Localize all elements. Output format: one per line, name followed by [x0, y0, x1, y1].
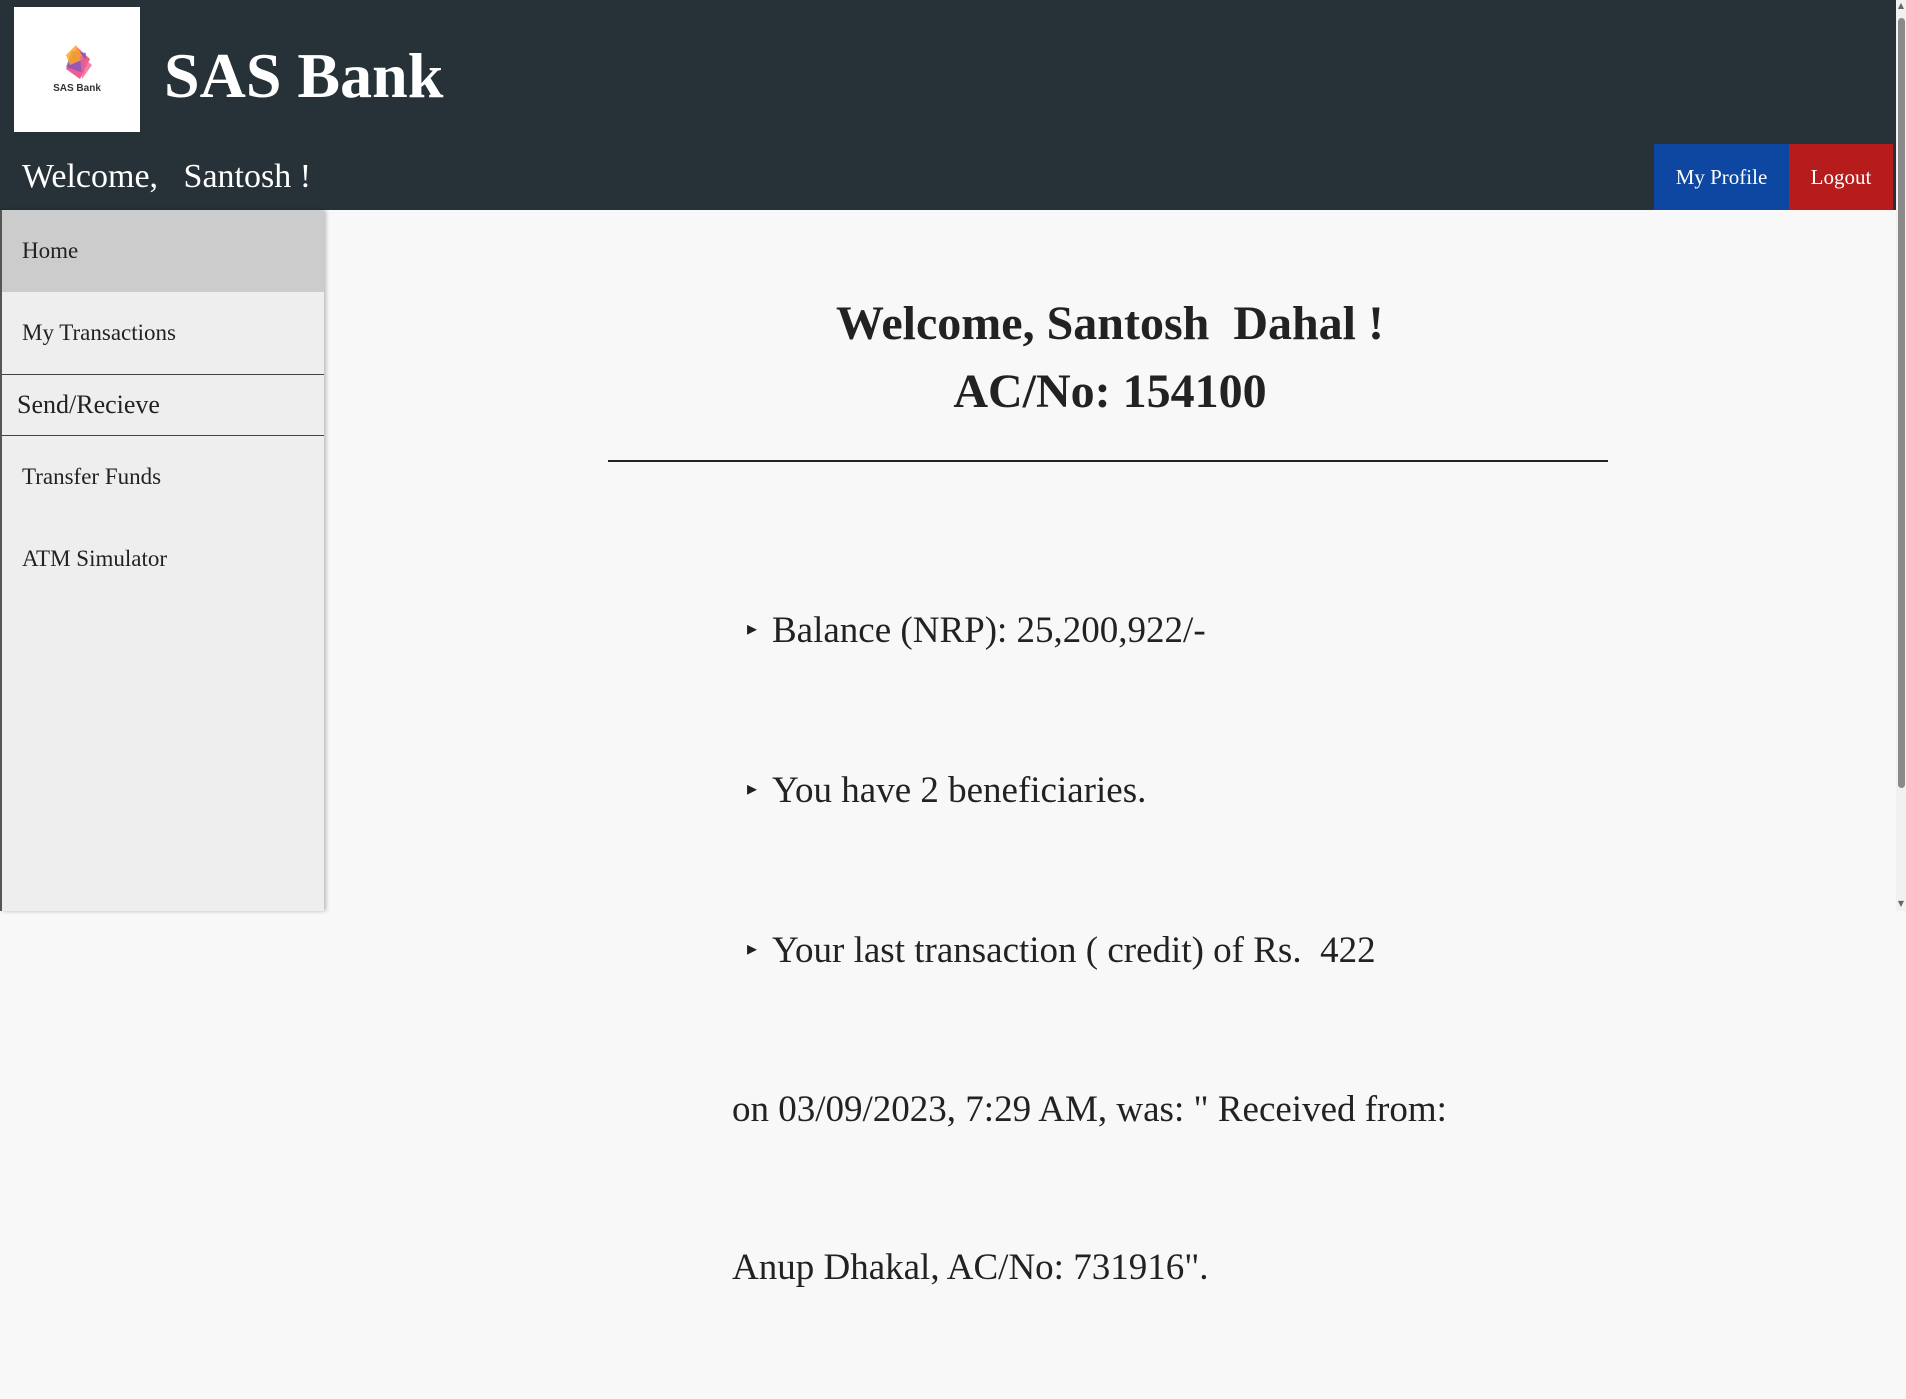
balance-text: Balance (NRP): 25,200,922/- [772, 610, 1206, 651]
balance-line [732, 605, 1492, 660]
scroll-up-arrow-icon[interactable]: ▲ [1897, 1, 1905, 10]
last-transaction-line [732, 925, 1492, 980]
welcome-user: Welcome, Santosh ! [22, 158, 312, 195]
page-title [324, 290, 1896, 426]
last-transaction-text: Your last transaction ( credit) of Rs. 422 [772, 929, 1376, 971]
main-content [324, 210, 1896, 1288]
bullet-icon: ▸ [746, 937, 758, 960]
greeting-text: Welcome, Santosh Dahal ! [835, 297, 1384, 350]
divider [608, 460, 1608, 462]
logout-button[interactable]: Logout [1789, 144, 1893, 210]
sidebar-item-my-transactions[interactable]: My Transactions [22, 320, 176, 345]
beneficiaries-text: You have 2 beneficiaries. [772, 769, 1147, 811]
sidebar-item-transfer-funds[interactable]: Transfer Funds [22, 464, 162, 489]
scroll-thumb[interactable] [1898, 18, 1905, 788]
sidebar [0, 210, 324, 911]
page-scrollbar[interactable] [1896, 0, 1906, 911]
my-profile-button[interactable]: My Profile [1654, 144, 1789, 210]
logo-caption: SAS Bank [53, 83, 101, 94]
scroll-down-arrow-icon[interactable]: ▼ [1897, 899, 1905, 908]
account-summary [732, 500, 1492, 1399]
top-header [0, 0, 1896, 210]
bullet-icon: ▸ [746, 618, 758, 641]
sidebar-section-send-recieve: Send/Recieve [2, 374, 324, 436]
account-number: AC/No: 154100 [953, 365, 1267, 418]
sidebar-item-atm-simulator[interactable]: ATM Simulator [22, 546, 168, 571]
bank-title: SAS Bank [164, 40, 444, 111]
sidebar-item-home[interactable]: Home [2, 210, 324, 292]
bank-logo [14, 7, 140, 132]
last-transaction-detail: on 03/09/2023, 7:29 AM, was: " Received from: [732, 1089, 1447, 1131]
bullet-icon: ▸ [746, 778, 758, 801]
last-transaction-sender: Anup Dhakal, AC/No: 731916". [732, 1246, 1209, 1288]
beneficiaries-line [732, 765, 1492, 820]
logo-icon [14, 7, 140, 132]
